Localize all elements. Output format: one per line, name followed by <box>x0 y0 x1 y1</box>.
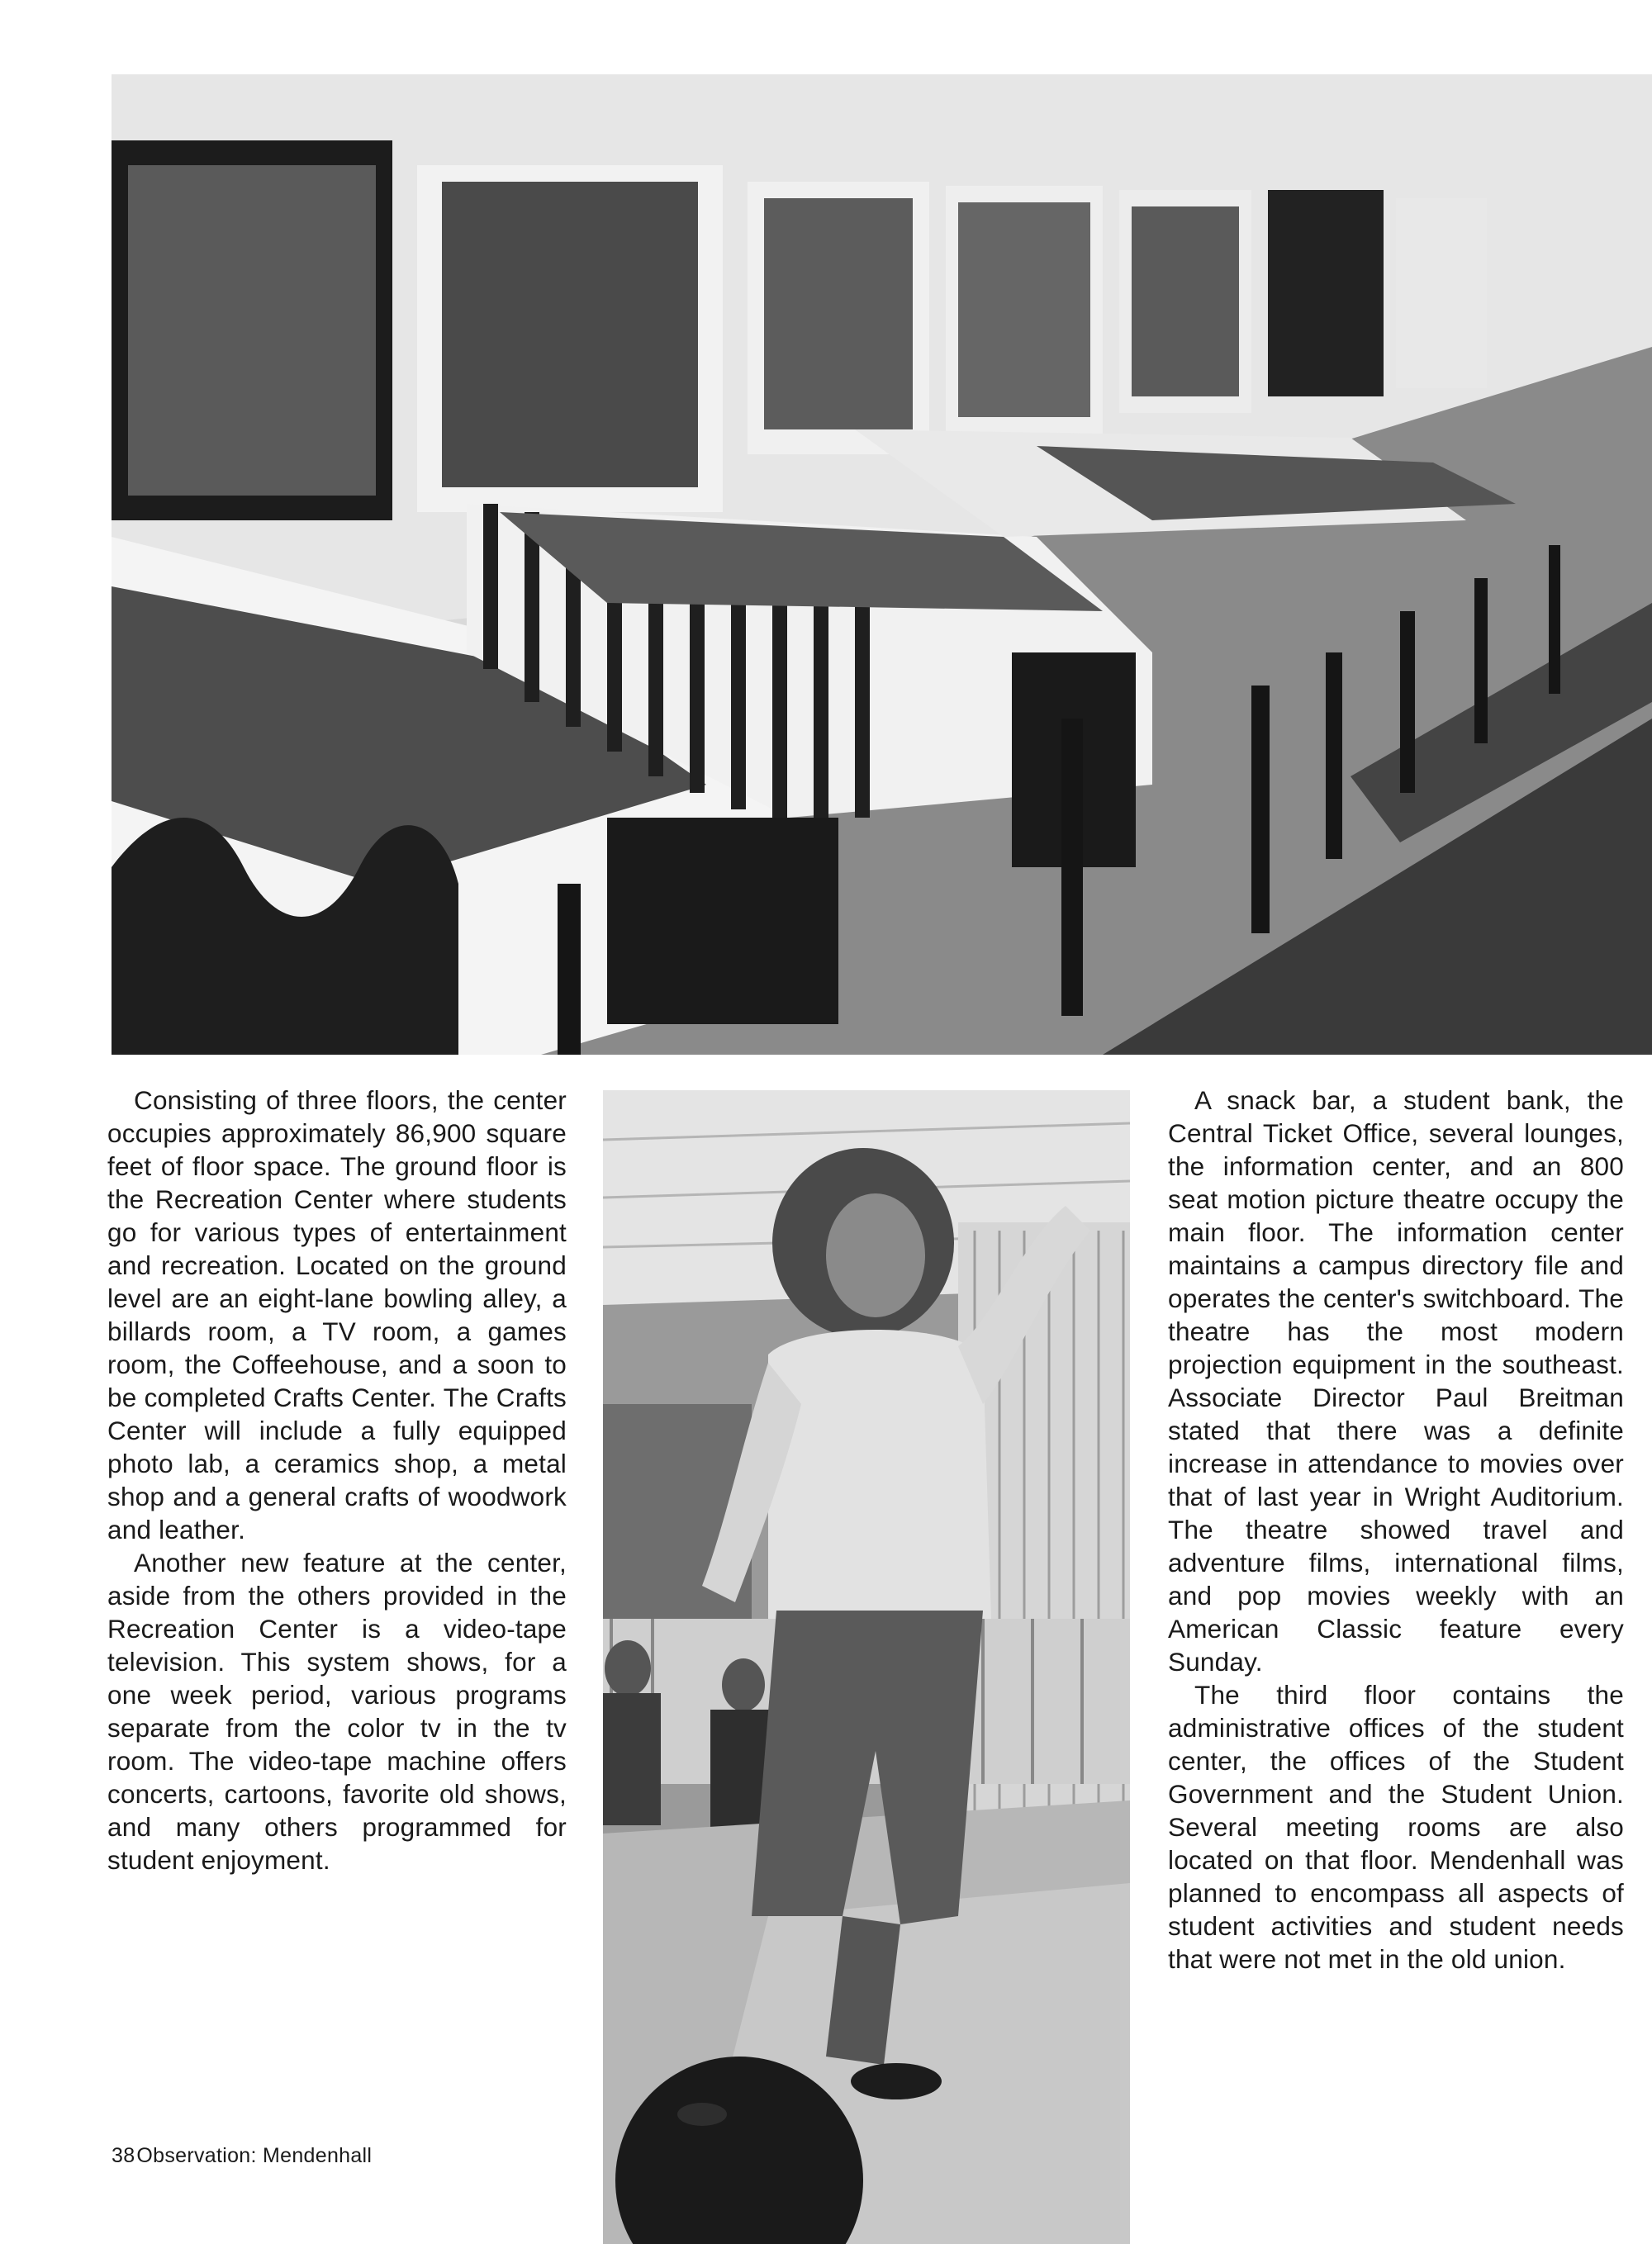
pinball-machines-photo <box>112 74 1652 1055</box>
right-paragraph-1: A snack bar, a student bank, the Central Ticket Office, several lounges, the information center, and an 800 seat motion picture theatre occupy the main floor. The information center maintains a campus directory file and operates the center's switchboard. The theatre has the most modern projection equipment in the southeast. Associate Director Paul Breitman stated that there was a definite increase in attendance to movies over that of last year in Wright Auditorium. The theatre showed travel and adventure films, international films, and pop movies weekly with an American Classic feature every Sunday. <box>1168 1085 1624 1677</box>
page-number: 38 <box>112 2144 135 2167</box>
bowler-photo <box>603 1090 1130 2244</box>
right-text-column <box>1168 1084 1624 1976</box>
page-footer <box>112 2144 372 2168</box>
right-paragraph-2: The third floor contains the administrative offices of the student center, the offices of the Student Government and the Student Union. Several meeting rooms are also located on that floor. Mendenhall was planned to encompass all aspects of student activities and student needs that were not met in the old union. <box>1168 1680 1624 1974</box>
left-text-column <box>107 1084 567 1876</box>
left-paragraph-1: Consisting of three floors, the center occupies approximately 86,900 square feet of floor space. The ground floor is the Recreation Center where students go for various types of entertainment and recreation. Located on the ground level are an eight-lane bowling alley, a billards room, a TV room, a games room, the Coffeehouse, and a soon to be completed Crafts Center. The Crafts Center will include a fully equipped photo lab, a ceramics shop, a metal shop and a general crafts of woodwork and leather. <box>107 1085 567 1544</box>
section-title: Observation: Mendenhall <box>136 2144 373 2167</box>
left-paragraph-2: Another new feature at the center, aside from the others provided in the Recreation Center is a video-tape television. This system shows, for a one week period, various programs separate from the color tv in the tv room. The video-tape machine offers concerts, cartoons, favorite old shows, and many others programmed for student enjoyment. <box>107 1548 567 1875</box>
